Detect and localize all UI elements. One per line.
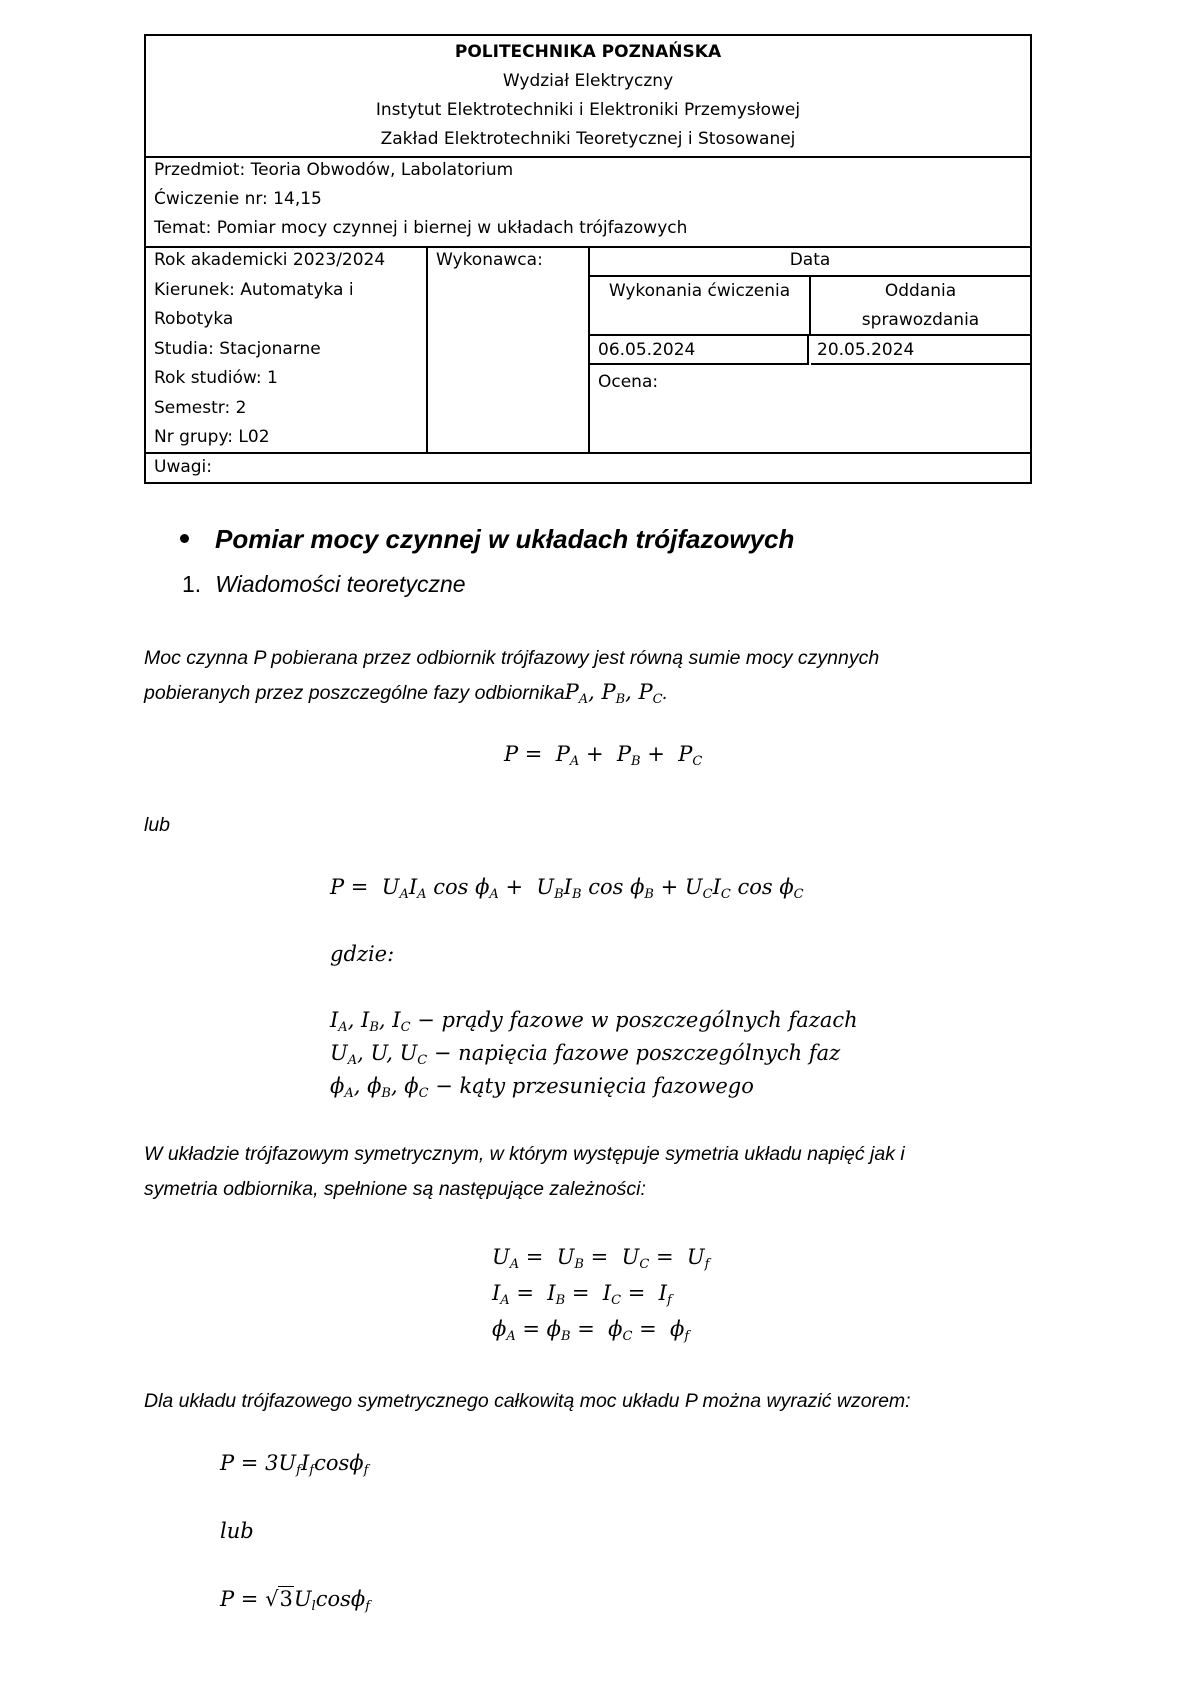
faculty-name: Wydział Elektryczny xyxy=(502,71,674,91)
paragraph-2-line-2: symetria odbiornika, spełnione są następujące zależności: xyxy=(144,1178,646,1200)
subsection-heading xyxy=(182,571,466,598)
academic-year-field: Rok akademicki 2023/2024 xyxy=(154,250,386,270)
gdzie-label: gdzie: xyxy=(330,942,395,966)
formula-power-expanded: $P = U_AI_A$ $\cos \phi_A + U_BI_B$ $\cos \phi_B + U_CI_C$ $\cos \phi_C$ xyxy=(330,875,804,902)
paragraph-3: Dla układu trójfazowego symetrycznego całkowitą moc układu P można wyrazić wzorem: xyxy=(144,1390,911,1412)
subsection-title: Wiadomości teoretyczne xyxy=(215,571,466,597)
studies-type-field: Studia: Stacjonarne xyxy=(154,338,321,359)
institute-name: Instytut Elektrotechniki i Elektroniki Przemysłowej xyxy=(375,100,801,120)
exercise-field: Ćwiczenie nr: 14,15 xyxy=(154,189,322,209)
department-name: Zakład Elektrotechniki Teoretycznej i Stosowanej xyxy=(380,129,796,149)
topic-field: Temat: Pomiar mocy czynnej i biernej w układach trójfazowych xyxy=(154,218,688,238)
header-table xyxy=(144,34,1032,484)
formula-angle-equality: $\phi_A = \phi_B = \phi_C = \phi_f$ xyxy=(492,1317,690,1344)
dates-block xyxy=(590,246,1030,452)
study-year-field: Rok studiów: 1 xyxy=(154,368,278,388)
date-submit-label xyxy=(811,277,1030,336)
remarks-label: Uwagi: xyxy=(154,457,213,477)
definition-currents-text: − prądy fazowe w poszczególnych fazach xyxy=(410,1008,858,1032)
lub-text-1: lub xyxy=(144,814,171,836)
paragraph-1-text: pobieranych przez poszczególne fazy odbiornika xyxy=(144,682,565,704)
student-info xyxy=(146,246,428,452)
definition-voltages: $U_A$, U, $U_C$ − napięcia fazowe poszczególnych faz xyxy=(330,1041,841,1068)
date-exec-label: Wykonania ćwiczenia xyxy=(590,277,811,336)
definition-currents: $I_A$, $I_B$, $I_C$ − prądy fazowe w poszczególnych fazach xyxy=(330,1008,858,1035)
subject-block xyxy=(146,156,1030,248)
definition-angles: $\phi_A$, $\phi_B$, $\phi_C$ − kąty przesunięcia fazowego xyxy=(330,1074,754,1101)
performer-label: Wykonawca: xyxy=(436,250,543,270)
phase-powers-inline: $P_A$, $P_B$, $P_C$ xyxy=(564,680,663,707)
formula-voltage-equality: $U_A = U_B = U_C = U_f$ xyxy=(492,1245,710,1272)
subject-field: Przedmiot: Teoria Obwodów, Labolatorium xyxy=(154,160,514,180)
field-of-study-line2: Robotyka xyxy=(154,309,234,329)
date-header: Data xyxy=(590,246,1030,277)
bullet-icon xyxy=(180,534,189,543)
paragraph-1-line-1: Moc czynna P pobierana przez odbiornik trójfazowy jest równą sumie mocy czynnych xyxy=(144,647,880,669)
group-field: Nr grupy: L02 xyxy=(154,427,270,447)
info-block xyxy=(146,246,1030,454)
date-submit-value: 20.05.2024 xyxy=(811,336,1030,365)
paragraph-1-line-2: pobieranych przez poszczególne fazy odbiornikaP$_A$, $P_B$, $P_C$. xyxy=(144,680,669,707)
section-heading xyxy=(180,524,794,555)
formula-symmetric-power-phase: $P = 3U_fI_f\cos\phi_f$ xyxy=(220,1451,369,1478)
definition-voltages-text: − napięcia fazowe poszczególnych faz xyxy=(427,1041,841,1065)
grade-label: Ocena: xyxy=(598,372,659,392)
formula-power-sum: $P = P_A + P_B + P_C$ xyxy=(504,742,703,769)
date-exec-value: 06.05.2024 xyxy=(590,336,809,365)
formula-symmetric-power-line: $P = √3U_l\cos\phi_f$ xyxy=(220,1587,371,1614)
field-of-study-line1: Kierunek: Automatyka i xyxy=(154,279,354,300)
subsection-number: 1. xyxy=(182,571,202,597)
lub-text-2: lub xyxy=(220,1519,254,1543)
performer-cell xyxy=(428,246,590,452)
semester-field: Semestr: 2 xyxy=(154,397,247,418)
university-name: POLITECHNIKA POZNAŃSKA xyxy=(454,42,722,62)
section-title: Pomiar mocy czynnej w układach trójfazowych xyxy=(215,524,795,554)
paragraph-2-line-1: W układzie trójfazowym symetrycznym, w którym występuje symetria układu napięć jak i xyxy=(144,1143,905,1165)
formula-current-equality: $I_A = I_B = I_C = I_f$ xyxy=(492,1281,672,1308)
institution-block xyxy=(146,36,1030,158)
date-submit-label-2: sprawozdania xyxy=(861,310,980,330)
date-submit-label-1: Oddania xyxy=(884,281,957,301)
definition-angles-text: − kąty przesunięcia fazowego xyxy=(428,1074,754,1098)
